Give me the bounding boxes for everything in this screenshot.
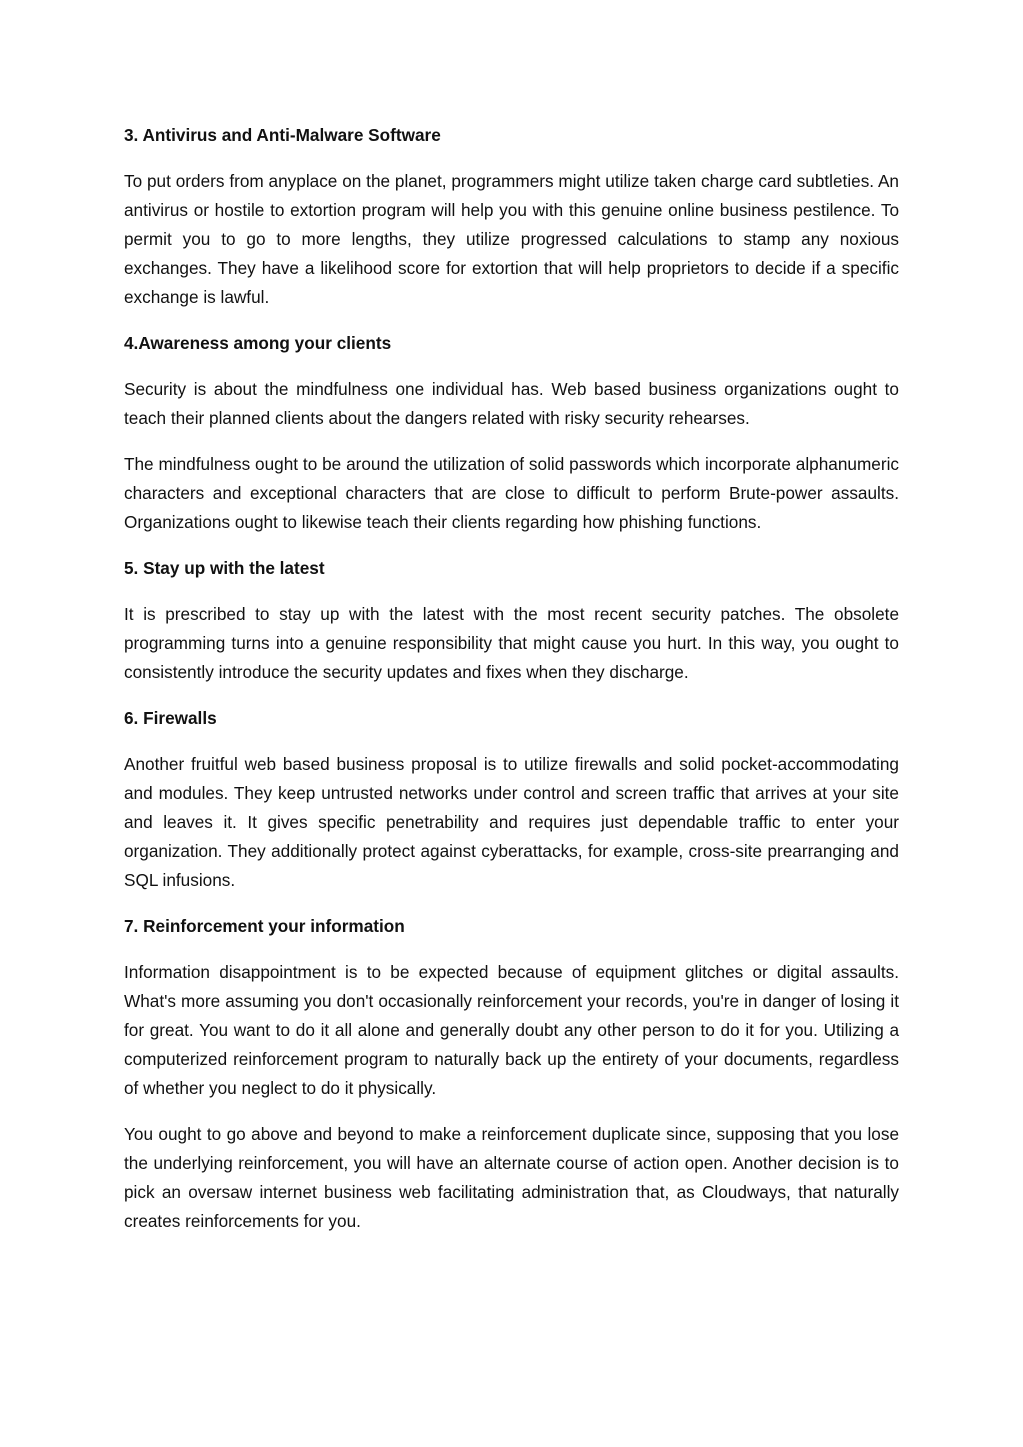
section-heading: 4.Awareness among your clients bbox=[124, 333, 392, 353]
paragraph: To put orders from anyplace on the planet, programmers might utilize taken charge card subtleties. An antivirus or hostile to extortion program will help you with this genuine online business pestilence. To permit you to go to more lengths, they utilize progressed calculations to stamp any noxious exchanges. They have a likelihood score for extortion that will help proprietors to decide if a specific exchange is lawful. bbox=[124, 171, 899, 307]
paragraph: It is prescribed to stay up with the latest with the most recent security patches. The obsolete programming turns into a genuine responsibility that might cause you hurt. In this way, you ought to consistently introduce the security updates and fixes when they discharge. bbox=[124, 604, 899, 682]
section-heading: 7. Reinforcement your information bbox=[124, 916, 405, 936]
section-heading: 6. Firewalls bbox=[124, 708, 217, 728]
section-firewalls bbox=[124, 704, 899, 895]
section-heading: 5. Stay up with the latest bbox=[124, 558, 325, 578]
paragraph: You ought to go above and beyond to make a reinforcement duplicate since, supposing that you lose the underlying reinforcement, you will have an alternate course of action open. Another decision is to pick an oversaw internet business web facilitating administration that, as Cloudways, that naturally creates reinforcements for you. bbox=[124, 1124, 899, 1231]
section-heading: 3. Antivirus and Anti-Malware Software bbox=[124, 125, 441, 145]
section-awareness bbox=[124, 329, 899, 537]
section-antivirus bbox=[124, 121, 899, 312]
section-stay-up-to-date bbox=[124, 554, 899, 687]
paragraph: Information disappointment is to be expected because of equipment glitches or digital assaults. What's more assuming you don't occasionally reinforcement your records, you're in danger of losing it for great. You want to do it all alone and generally doubt any other person to do it for you. Utilizing a computerized reinforcement program to naturally back up the entirety of your documents, regardless of whether you neglect to do it physically. bbox=[124, 962, 899, 1098]
paragraph: Another fruitful web based business proposal is to utilize firewalls and solid pocket-accommodating and modules. They keep untrusted networks under control and screen traffic that arrives at your site and leaves it. It gives specific penetrability and requires just dependable traffic to enter your organization. They additionally protect against cyberattacks, for example, cross-site prearranging and SQL infusions. bbox=[124, 754, 899, 890]
paragraph: The mindfulness ought to be around the utilization of solid passwords which incorporate alphanumeric characters and exceptional characters that are close to difficult to perform Brute-power assaults. Organizations ought to likewise teach their clients regarding how phishing functions. bbox=[124, 454, 899, 532]
section-backup bbox=[124, 912, 899, 1236]
document-page bbox=[124, 121, 899, 1253]
paragraph: Security is about the mindfulness one individual has. Web based business organizations ought to teach their planned clients about the dangers related with risky security rehearses. bbox=[124, 379, 899, 428]
